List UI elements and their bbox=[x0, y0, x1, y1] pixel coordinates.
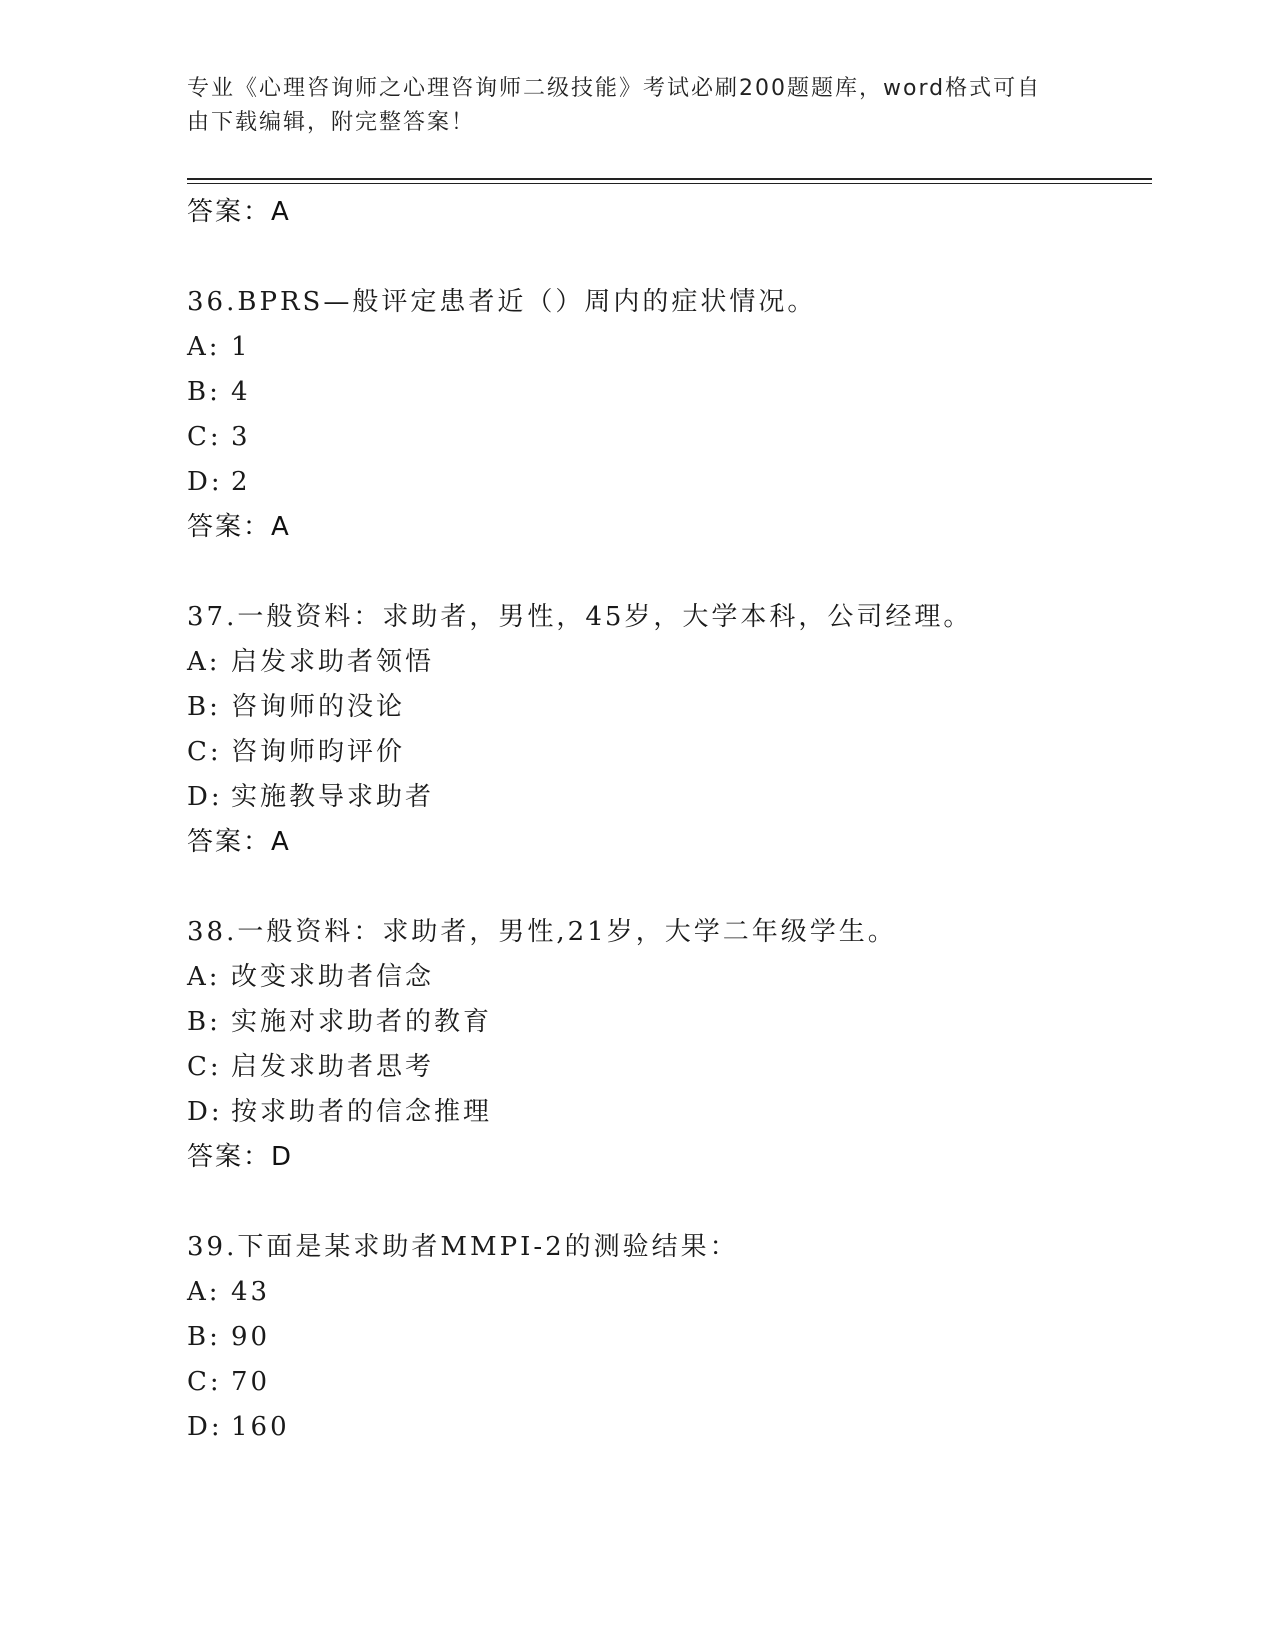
option-text: 70 bbox=[231, 1367, 271, 1397]
option-a bbox=[187, 640, 1152, 685]
answer-line: 答案：A bbox=[187, 512, 291, 542]
option-text: 43 bbox=[231, 1277, 271, 1307]
option-text: 1 bbox=[231, 332, 251, 362]
option-letter: D: bbox=[187, 782, 223, 812]
option-letter: B: bbox=[187, 1007, 221, 1037]
option-text: 2 bbox=[231, 467, 251, 497]
question-block bbox=[187, 280, 1152, 550]
option-letter: A: bbox=[187, 962, 221, 992]
header-divider-thick bbox=[187, 178, 1152, 180]
answer-line: 答案：D bbox=[187, 1142, 294, 1172]
header-line-2: 由下载编辑，附完整答案！ bbox=[187, 110, 476, 135]
spacer bbox=[187, 1180, 1152, 1225]
option-letter: C: bbox=[187, 737, 222, 767]
option-b bbox=[187, 370, 1152, 415]
question-block bbox=[187, 595, 1152, 865]
option-text: 4 bbox=[231, 377, 251, 407]
question-text: 37.一般资料：求助者，男性，45岁，大学本科，公司经理。 bbox=[187, 602, 973, 632]
option-letter: A: bbox=[187, 647, 221, 677]
option-text: 实施对求助者的教育 bbox=[231, 1007, 493, 1037]
option-text: 启发求助者思考 bbox=[231, 1052, 435, 1082]
option-text: 160 bbox=[231, 1412, 290, 1442]
option-d bbox=[187, 1090, 1152, 1135]
option-d bbox=[187, 1405, 1152, 1450]
option-text: 改变求助者信念 bbox=[231, 962, 435, 992]
option-text: 按求助者的信念推理 bbox=[231, 1097, 493, 1127]
option-c bbox=[187, 1045, 1152, 1090]
option-text: 咨询师昀评价 bbox=[231, 737, 406, 767]
option-a bbox=[187, 955, 1152, 1000]
option-b bbox=[187, 1315, 1152, 1360]
question-list bbox=[187, 190, 1152, 1450]
option-b bbox=[187, 1000, 1152, 1045]
option-b bbox=[187, 685, 1152, 730]
option-c bbox=[187, 730, 1152, 775]
option-d bbox=[187, 775, 1152, 820]
spacer bbox=[187, 865, 1152, 910]
option-d bbox=[187, 460, 1152, 505]
answer-line: 答案：A bbox=[187, 197, 291, 227]
option-text: 启发求助者领悟 bbox=[231, 647, 435, 677]
option-letter: B: bbox=[187, 377, 221, 407]
option-letter: D: bbox=[187, 1412, 223, 1442]
option-c bbox=[187, 415, 1152, 460]
question-text: 38.一般资料：求助者，男性,21岁，大学二年级学生。 bbox=[187, 917, 897, 947]
header-divider-thin bbox=[187, 183, 1152, 184]
header-line-1: 专业《心理咨询师之心理咨询师二级技能》考试必刷200题题库，word格式可自 bbox=[187, 76, 1042, 101]
option-text: 3 bbox=[231, 422, 251, 452]
question-text: 39.下面是某求助者MMPI-2的测验结果： bbox=[187, 1232, 739, 1262]
option-letter: C: bbox=[187, 422, 222, 452]
option-letter: D: bbox=[187, 467, 223, 497]
question-block bbox=[187, 1225, 1152, 1450]
option-text: 实施教导求助者 bbox=[231, 782, 435, 812]
option-text: 咨询师的没论 bbox=[231, 692, 406, 722]
option-c bbox=[187, 1360, 1152, 1405]
answer-line: 答案：A bbox=[187, 827, 291, 857]
question-block bbox=[187, 910, 1152, 1180]
option-letter: B: bbox=[187, 1322, 221, 1352]
option-a bbox=[187, 1270, 1152, 1315]
spacer bbox=[187, 550, 1152, 595]
option-a bbox=[187, 325, 1152, 370]
option-letter: B: bbox=[187, 692, 221, 722]
document-header bbox=[187, 72, 1067, 140]
question-text: 36.BPRS—般评定患者近（）周内的症状情况。 bbox=[187, 287, 817, 317]
option-letter: C: bbox=[187, 1052, 222, 1082]
option-letter: A: bbox=[187, 1277, 221, 1307]
option-text: 90 bbox=[231, 1322, 271, 1352]
option-letter: A: bbox=[187, 332, 221, 362]
option-letter: C: bbox=[187, 1367, 222, 1397]
spacer bbox=[187, 235, 1152, 280]
option-letter: D: bbox=[187, 1097, 223, 1127]
